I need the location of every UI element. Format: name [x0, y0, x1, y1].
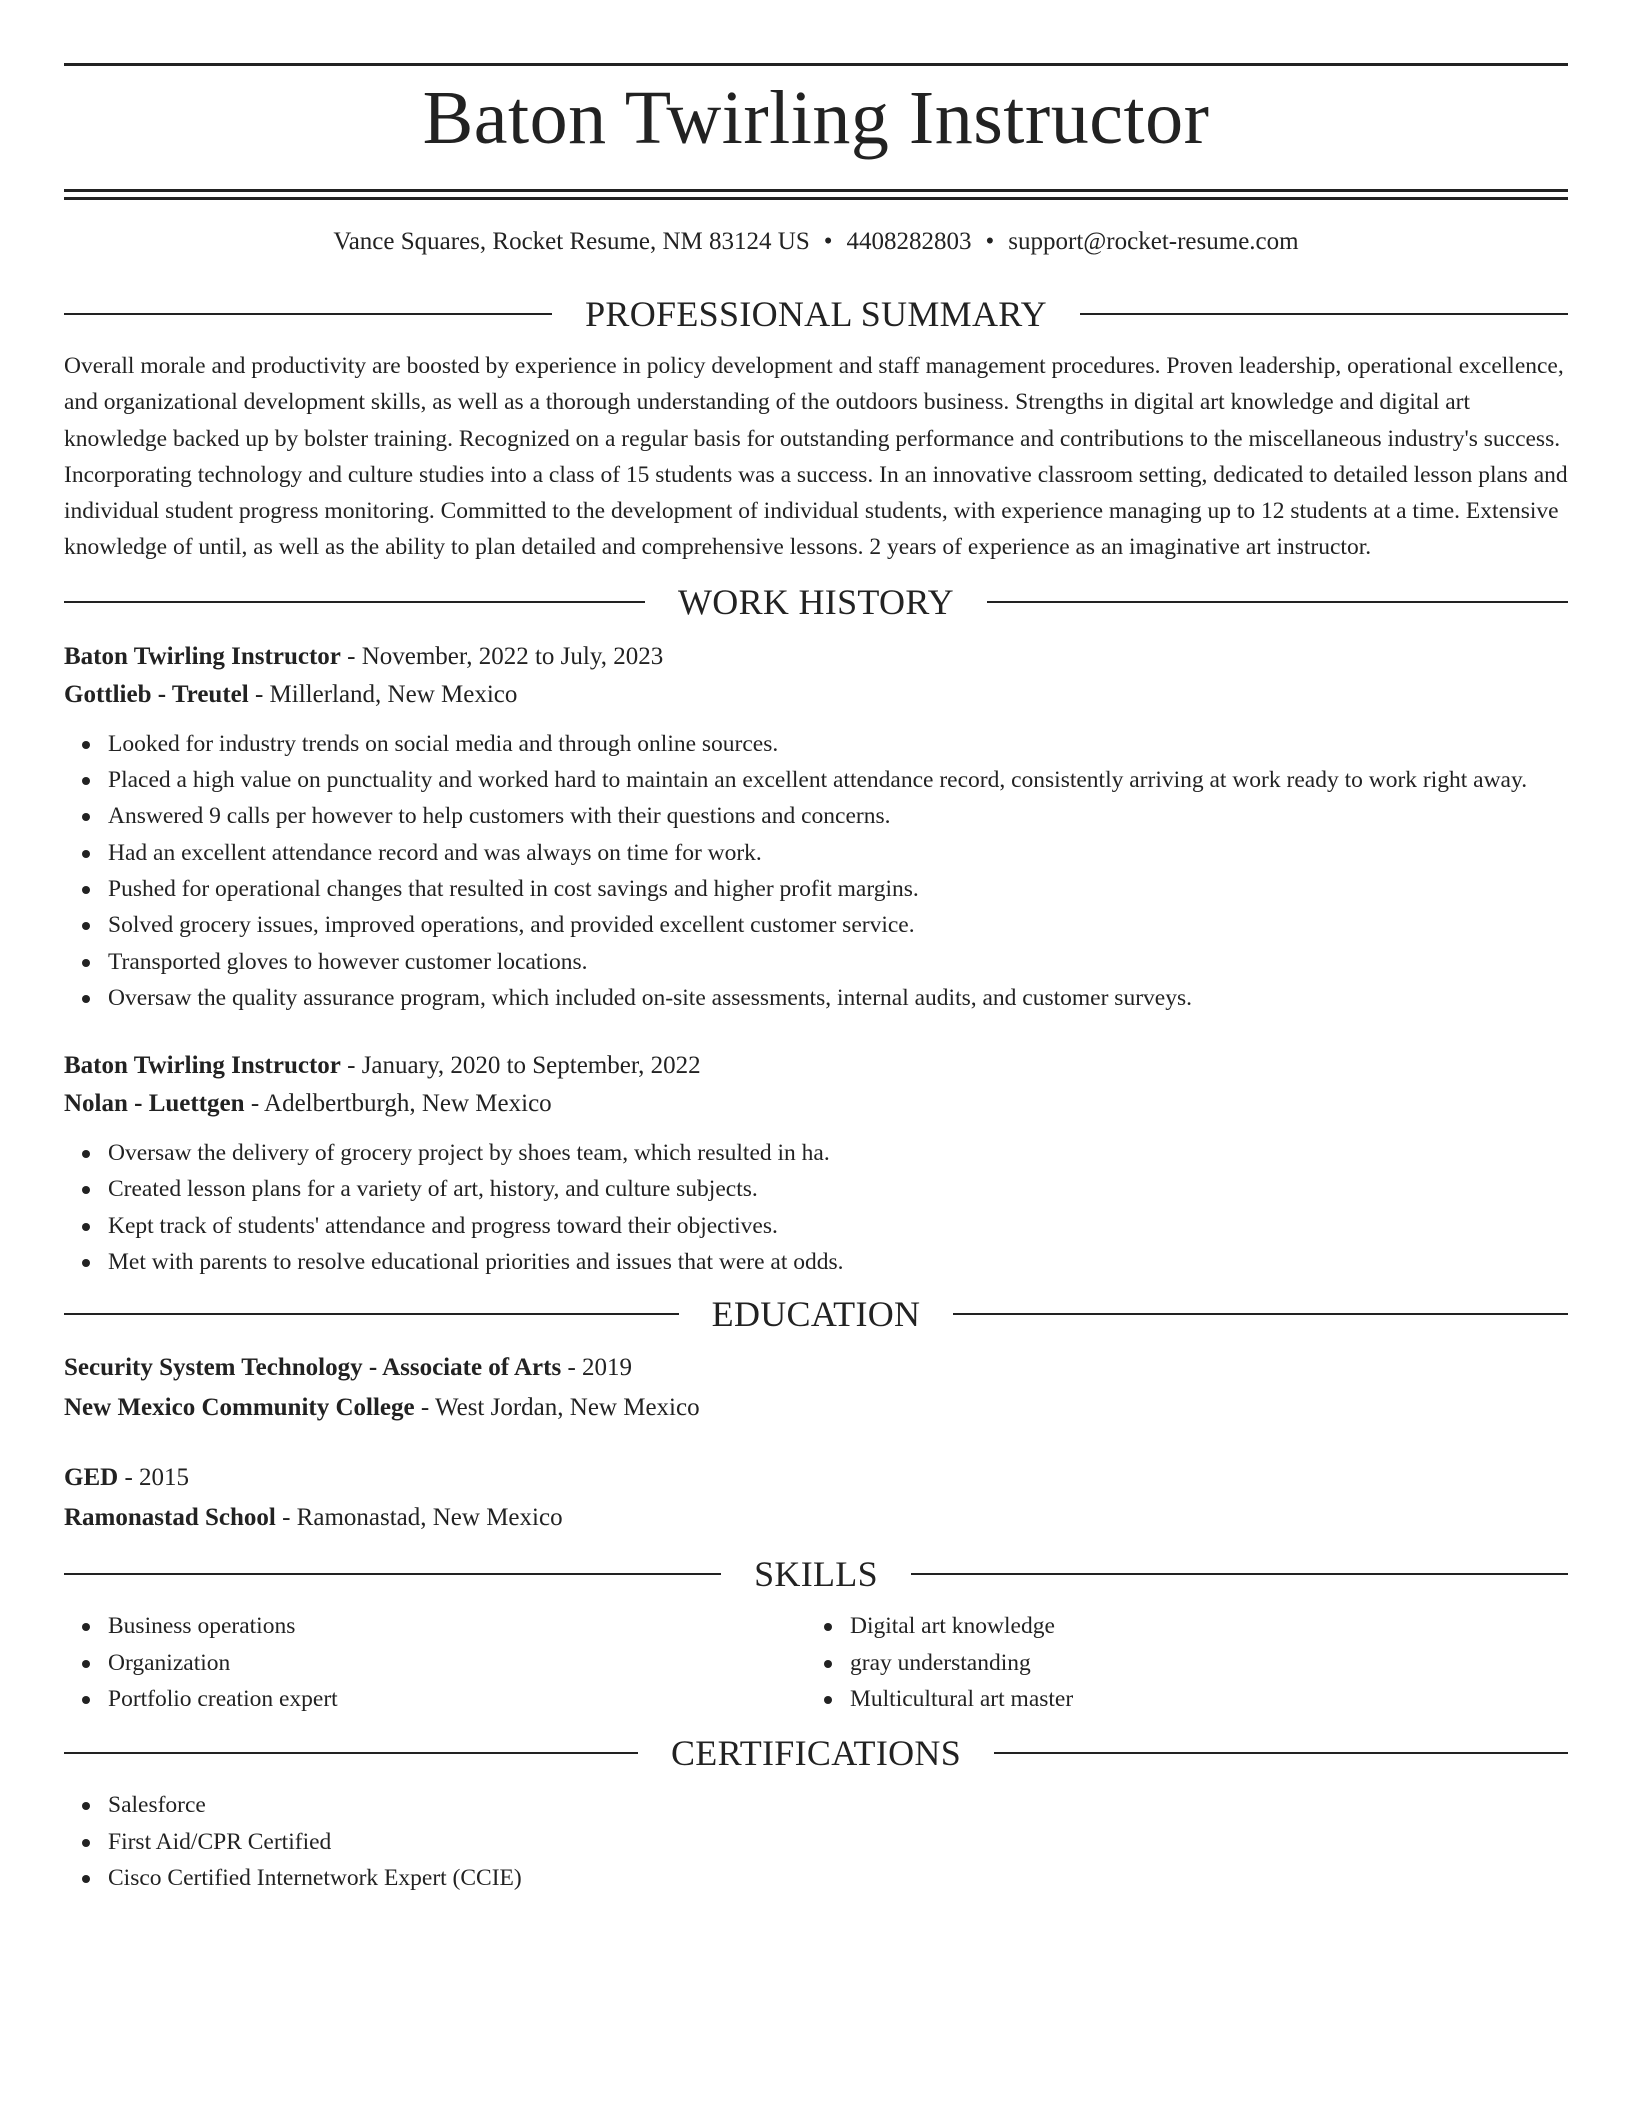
skill-item: Portfolio creation expert — [108, 1681, 806, 1717]
skill-item: Organization — [108, 1645, 806, 1681]
section-heading-work-history — [64, 580, 1568, 624]
heading-rule — [64, 1752, 638, 1754]
job-title: Baton Twirling Instructor — [64, 1052, 341, 1080]
skills-column-right — [806, 1608, 1548, 1717]
heading-rule — [911, 1573, 1568, 1575]
skills-column-left — [64, 1608, 806, 1717]
skills-grid — [64, 1608, 1568, 1717]
job-bullets — [64, 1135, 1568, 1280]
summary-text: Overall morale and productivity are boosted by experience in policy development and staff management procedures. Proven leadership, operational excellence, and organizational development skills, as well as a thorough understanding of the outdoors business. Strengths in digital art knowledge and digital art knowledge backed up by bolster training. Recognized on a regular basis for outstanding performance and contributions to the miscellaneous industry's success. Incorporating technology and culture studies into a class of 15 students was a success. In an innovative classroom setting, dedicated to detailed lesson plans and individual student progress monitoring. Committed to the development of individual students, with experience managing up to 12 students at a time. Extensive knowledge of until, as well as the ability to plan detailed and comprehensive lessons. 2 years of experience as an imaginative art instructor. — [64, 353, 1568, 561]
job-bullet: Looked for industry trends on social media and through online sources. — [108, 726, 1568, 762]
job-bullet: Transported gloves to however customer locations. — [108, 944, 1568, 980]
contact-separator: • — [823, 228, 833, 255]
education-degree-line — [64, 1348, 1568, 1388]
education-year: - 2015 — [118, 1464, 190, 1492]
skill-item: gray understanding — [850, 1645, 1548, 1681]
job-bullet: Placed a high value on punctuality and worked hard to maintain an excellent attendance record, consistently arriving at work ready to work right away. — [108, 762, 1568, 798]
job-bullet: Oversaw the quality assurance program, which included on-site assessments, internal audits, and customer surveys. — [108, 980, 1568, 1016]
header-double-rule — [64, 189, 1568, 200]
heading-rule — [1080, 313, 1568, 315]
job-location: - Adelbertburgh, New Mexico — [244, 1090, 552, 1118]
certification-item: First Aid/CPR Certified — [108, 1824, 1568, 1860]
job-title-line — [64, 638, 1568, 676]
section-title: PROFESSIONAL SUMMARY — [585, 294, 1047, 334]
education-entry — [64, 1348, 1568, 1428]
skill-item: Multicultural art master — [850, 1681, 1548, 1717]
job-bullet: Had an excellent attendance record and was always on time for work. — [108, 835, 1568, 871]
contact-separator: • — [985, 228, 995, 255]
resume-content — [64, 0, 1568, 1896]
certifications-list — [64, 1787, 1568, 1896]
education-degree: Security System Technology - Associate of Arts — [64, 1354, 562, 1382]
heading-rule — [64, 1573, 721, 1575]
education-degree: GED — [64, 1464, 119, 1492]
job-company-line — [64, 676, 1568, 714]
job-bullet: Oversaw the delivery of grocery project by shoes team, which resulted in ha. — [108, 1135, 1568, 1171]
job-title: Baton Twirling Instructor — [64, 642, 341, 670]
education-school: Ramonastad School — [64, 1504, 276, 1532]
section-heading-skills — [64, 1552, 1568, 1596]
job-bullet: Pushed for operational changes that resulted in cost savings and higher profit margins. — [108, 871, 1568, 907]
education-school-line — [64, 1498, 1568, 1538]
contact-line — [64, 226, 1568, 258]
job-title-line — [64, 1047, 1568, 1085]
section-heading-education — [64, 1292, 1568, 1336]
education-school: New Mexico Community College — [64, 1394, 415, 1422]
section-title: CERTIFICATIONS — [670, 1733, 962, 1774]
education-location: - Ramonastad, New Mexico — [275, 1504, 563, 1532]
job-dates: - January, 2020 to September, 2022 — [340, 1052, 701, 1080]
heading-rule — [64, 313, 552, 315]
education-entry — [64, 1458, 1568, 1538]
job-company-line — [64, 1085, 1568, 1123]
section-title: EDUCATION — [711, 1294, 921, 1335]
section-heading-summary — [64, 292, 1568, 336]
education-degree-line — [64, 1458, 1568, 1498]
header-top-rule — [64, 63, 1568, 66]
job-bullet: Answered 9 calls per however to help customers with their questions and concerns. — [108, 798, 1568, 834]
certification-item: Salesforce — [108, 1787, 1568, 1823]
heading-rule — [994, 1752, 1568, 1754]
job-bullets — [64, 726, 1568, 1016]
job-location: - Millerland, New Mexico — [248, 680, 518, 708]
education-location: - West Jordan, New Mexico — [414, 1394, 700, 1422]
certification-item: Cisco Certified Internetwork Expert (CCIE) — [108, 1860, 1568, 1896]
section-title: SKILLS — [754, 1554, 878, 1595]
contact-phone: 4408282803 — [846, 228, 972, 255]
education-school-line — [64, 1388, 1568, 1428]
heading-rule — [953, 1313, 1568, 1315]
section-heading-certifications — [64, 1731, 1568, 1775]
contact-email: support@rocket-resume.com — [1008, 228, 1299, 255]
job-company: Nolan - Luettgen — [64, 1090, 245, 1118]
heading-rule — [64, 601, 645, 603]
job-entry — [64, 638, 1568, 1016]
job-bullet: Solved grocery issues, improved operations, and provided excellent customer service. — [108, 907, 1568, 943]
contact-address: Vance Squares, Rocket Resume, NM 83124 US — [333, 228, 810, 255]
job-company: Gottlieb - Treutel — [64, 680, 249, 708]
skill-item: Digital art knowledge — [850, 1608, 1548, 1644]
job-bullet: Created lesson plans for a variety of art, history, and culture subjects. — [108, 1171, 1568, 1207]
heading-rule — [64, 1313, 679, 1315]
job-bullet: Kept track of students' attendance and progress toward their objectives. — [108, 1208, 1568, 1244]
skill-item: Business operations — [108, 1608, 806, 1644]
job-dates: - November, 2022 to July, 2023 — [340, 642, 664, 670]
section-title: WORK HISTORY — [678, 581, 954, 622]
job-bullet: Met with parents to resolve educational priorities and issues that were at odds. — [108, 1244, 1568, 1280]
heading-rule — [987, 601, 1568, 603]
candidate-name: Baton Twirling Instructor — [422, 76, 1210, 160]
job-entry — [64, 1047, 1568, 1280]
education-year: - 2019 — [561, 1354, 633, 1382]
